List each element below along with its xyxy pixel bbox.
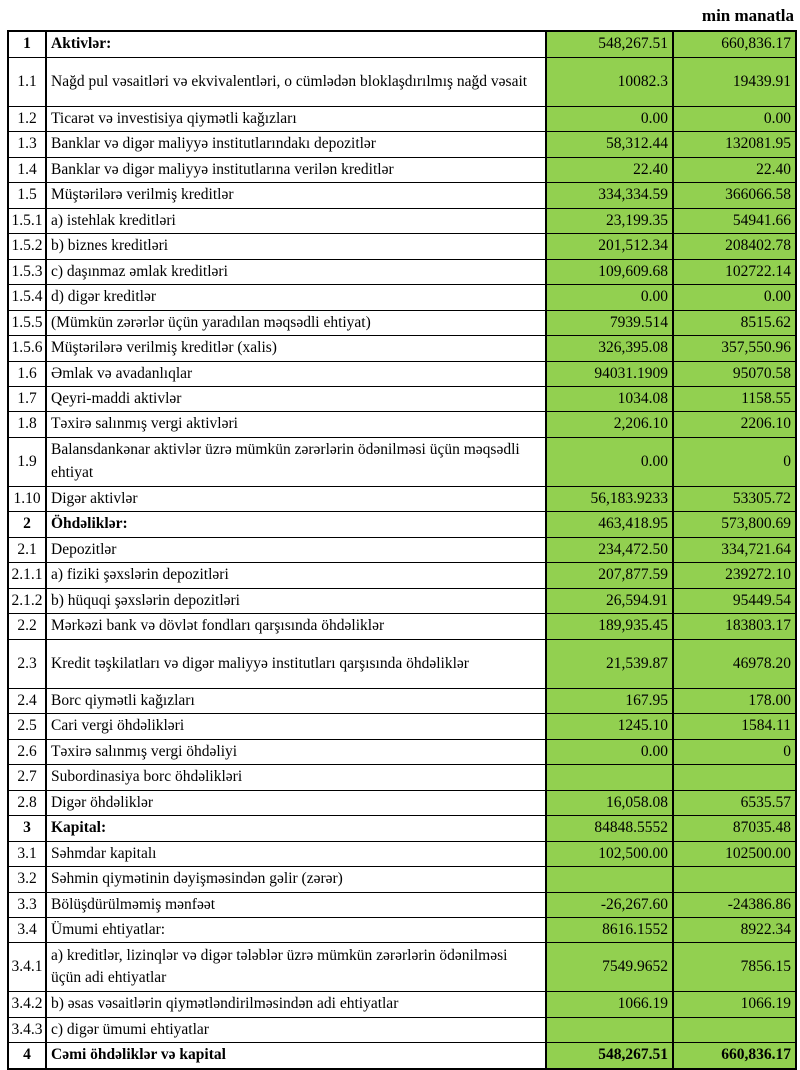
value-cell-1: 102,500.00 (546, 841, 673, 866)
row-label-cell: Borc qiymətli kağızları (46, 688, 546, 713)
table-row (8, 183, 796, 208)
value-cell-1: 0.00 (546, 285, 673, 310)
table-body (8, 31, 796, 1068)
row-number-cell: 2.3 (8, 639, 46, 688)
row-label-cell: Öhdəliklər: (46, 512, 546, 537)
row-number-cell: 1.5.6 (8, 336, 46, 361)
value-cell-1: 201,512.34 (546, 234, 673, 259)
value-cell-1: 326,395.08 (546, 336, 673, 361)
value-cell-2: 0.00 (673, 285, 796, 310)
row-number-cell: 1.5.1 (8, 208, 46, 233)
row-number-cell: 1.10 (8, 486, 46, 511)
value-cell-1: 58,312.44 (546, 132, 673, 157)
value-cell-1: 1034.08 (546, 387, 673, 412)
row-number-cell: 2.6 (8, 739, 46, 764)
row-label-cell: Banklar və digər maliyyə institutlarına verilən kreditlər (46, 157, 546, 182)
row-number-cell: 3 (8, 816, 46, 841)
value-cell-2: 102722.14 (673, 259, 796, 284)
row-label-cell: (Mümkün zərərlər üçün yaradılan məqsədli ehtiyat) (46, 310, 546, 335)
table-row (8, 310, 796, 335)
units-label: min manatla (701, 6, 794, 25)
value-cell-1: 189,935.45 (546, 614, 673, 639)
value-cell-2: 178.00 (673, 688, 796, 713)
value-cell-1: 8616.1552 (546, 917, 673, 942)
row-number-cell: 1.2 (8, 106, 46, 131)
table-row (8, 208, 796, 233)
table-row (8, 285, 796, 310)
table-row (8, 588, 796, 613)
row-label-cell: Təxirə salınmış vergi öhdəliyi (46, 739, 546, 764)
value-cell-2: 95449.54 (673, 588, 796, 613)
value-cell-1: 21,539.87 (546, 639, 673, 688)
table-row (8, 234, 796, 259)
row-label-cell: Kapital: (46, 816, 546, 841)
value-cell-1 (546, 765, 673, 790)
value-cell-1: 1245.10 (546, 714, 673, 739)
row-label-cell: Səhmdar kapitalı (46, 841, 546, 866)
value-cell-1: 109,609.68 (546, 259, 673, 284)
table-row (8, 688, 796, 713)
row-label-cell: Bölüşdürülməmiş mənfəət (46, 892, 546, 917)
value-cell-2: 208402.78 (673, 234, 796, 259)
row-label-cell: Cari vergi öhdəlikləri (46, 714, 546, 739)
value-cell-1: 22.40 (546, 157, 673, 182)
row-number-cell: 2.8 (8, 790, 46, 815)
row-number-cell: 1.5.5 (8, 310, 46, 335)
value-cell-2: 0 (673, 739, 796, 764)
value-cell-1: -26,267.60 (546, 892, 673, 917)
value-cell-1: 0.00 (546, 739, 673, 764)
table-row (8, 765, 796, 790)
row-number-cell: 2.5 (8, 714, 46, 739)
balance-sheet-table (7, 30, 797, 1069)
value-cell-1: 7549.9652 (546, 943, 673, 992)
value-cell-1: 1066.19 (546, 992, 673, 1017)
value-cell-2: 1066.19 (673, 992, 796, 1017)
row-label-cell: Müştərilərə verilmiş kreditlər (xalis) (46, 336, 546, 361)
value-cell-1: 23,199.35 (546, 208, 673, 233)
table-row (8, 639, 796, 688)
value-cell-2: 660,836.17 (673, 31, 796, 57)
row-label-cell: Aktivlər: (46, 31, 546, 57)
row-number-cell: 3.3 (8, 892, 46, 917)
row-number-cell: 2.7 (8, 765, 46, 790)
value-cell-2 (673, 765, 796, 790)
row-number-cell: 2.2 (8, 614, 46, 639)
row-number-cell: 1.5.2 (8, 234, 46, 259)
value-cell-2: 1584.11 (673, 714, 796, 739)
table-row (8, 841, 796, 866)
value-cell-1: 0.00 (546, 106, 673, 131)
value-cell-1: 167.95 (546, 688, 673, 713)
table-row (8, 106, 796, 131)
row-number-cell: 3.4 (8, 917, 46, 942)
row-number-cell: 2 (8, 512, 46, 537)
table-row (8, 512, 796, 537)
table-row (8, 31, 796, 57)
value-cell-2: 102500.00 (673, 841, 796, 866)
value-cell-2: 1158.55 (673, 387, 796, 412)
row-label-cell: Nağd pul vəsaitləri və ekvivalentləri, o cümlədən bloklaşdırılmış nağd vəsait (46, 57, 546, 106)
value-cell-1 (546, 1017, 673, 1042)
value-cell-2: 53305.72 (673, 486, 796, 511)
value-cell-2: 183803.17 (673, 614, 796, 639)
value-cell-1: 94031.1909 (546, 361, 673, 386)
value-cell-2: 357,550.96 (673, 336, 796, 361)
value-cell-1: 0.00 (546, 437, 673, 486)
table-row (8, 537, 796, 562)
value-cell-1: 548,267.51 (546, 31, 673, 57)
value-cell-2: 573,800.69 (673, 512, 796, 537)
row-label-cell: a) istehlak kreditləri (46, 208, 546, 233)
row-number-cell: 1.5 (8, 183, 46, 208)
value-cell-1: 2,206.10 (546, 412, 673, 437)
row-number-cell: 3.4.2 (8, 992, 46, 1017)
value-cell-2: 2206.10 (673, 412, 796, 437)
table-row (8, 259, 796, 284)
table-row (8, 917, 796, 942)
table-row (8, 943, 796, 992)
value-cell-1: 56,183.9233 (546, 486, 673, 511)
row-label-cell: a) kreditlər, lizinqlər və digər tələblər üzrə mümkün zərərlərin ödənilməsi üçün adi ehtiyatlar (46, 943, 546, 992)
row-label-cell: d) digər kreditlər (46, 285, 546, 310)
row-label-cell: a) fiziki şəxslərin depozitləri (46, 563, 546, 588)
row-label-cell: Qeyri-maddi aktivlər (46, 387, 546, 412)
value-cell-2: 87035.48 (673, 816, 796, 841)
row-label-cell: Mərkəzi bank və dövlət fondları qarşısında öhdəliklər (46, 614, 546, 639)
value-cell-2: 22.40 (673, 157, 796, 182)
table-row (8, 336, 796, 361)
value-cell-2 (673, 867, 796, 892)
value-cell-1: 234,472.50 (546, 537, 673, 562)
value-cell-1: 10082.3 (546, 57, 673, 106)
table-row (8, 57, 796, 106)
row-label-cell: Depozitlər (46, 537, 546, 562)
row-label-cell: c) daşınmaz əmlak kreditləri (46, 259, 546, 284)
row-number-cell: 1.7 (8, 387, 46, 412)
value-cell-1: 26,594.91 (546, 588, 673, 613)
value-cell-2 (673, 1017, 796, 1042)
value-cell-1: 16,058.08 (546, 790, 673, 815)
value-cell-2: 95070.58 (673, 361, 796, 386)
row-label-cell: Digər aktivlər (46, 486, 546, 511)
row-number-cell: 1.9 (8, 437, 46, 486)
value-cell-2: 8515.62 (673, 310, 796, 335)
value-cell-1: 84848.5552 (546, 816, 673, 841)
row-label-cell: Əmlak və avadanlıqlar (46, 361, 546, 386)
table-row (8, 992, 796, 1017)
row-number-cell: 2.4 (8, 688, 46, 713)
row-label-cell: Balansdankənar aktivlər üzrə mümkün zərərlərin ödənilməsi üçün məqsədli ehtiyat (46, 437, 546, 486)
row-label-cell: Subordinasiya borc öhdəlikləri (46, 765, 546, 790)
value-cell-2: 19439.91 (673, 57, 796, 106)
table-row (8, 1043, 796, 1069)
table-row (8, 790, 796, 815)
table-row (8, 739, 796, 764)
row-label-cell: b) biznes kreditləri (46, 234, 546, 259)
value-cell-1: 207,877.59 (546, 563, 673, 588)
row-number-cell: 1.4 (8, 157, 46, 182)
row-label-cell: b) əsas vəsaitlərin qiymətləndirilməsindən adi ehtiyatlar (46, 992, 546, 1017)
row-label-cell: b) hüquqi şəxslərin depozitləri (46, 588, 546, 613)
table-row (8, 412, 796, 437)
row-label-cell: Səhmin qiymətinin dəyişməsindən gəlir (zərər) (46, 867, 546, 892)
value-cell-1: 463,418.95 (546, 512, 673, 537)
row-number-cell: 1.6 (8, 361, 46, 386)
table-row (8, 892, 796, 917)
value-cell-2: 239272.10 (673, 563, 796, 588)
value-cell-2: 6535.57 (673, 790, 796, 815)
table-row (8, 132, 796, 157)
table-row (8, 714, 796, 739)
table-row (8, 361, 796, 386)
table-row (8, 486, 796, 511)
row-number-cell: 1.8 (8, 412, 46, 437)
row-label-cell: Banklar və digər maliyyə institutlarındakı depozitlər (46, 132, 546, 157)
row-label-cell: Cəmi öhdəliklər və kapital (46, 1043, 546, 1069)
value-cell-2: 54941.66 (673, 208, 796, 233)
row-number-cell: 2.1 (8, 537, 46, 562)
row-number-cell: 4 (8, 1043, 46, 1069)
table-row (8, 437, 796, 486)
table-row (8, 867, 796, 892)
row-number-cell: 3.1 (8, 841, 46, 866)
row-label-cell: Təxirə salınmış vergi aktivləri (46, 412, 546, 437)
row-label-cell: Kredit təşkilatları və digər maliyyə institutları qarşısında öhdəliklər (46, 639, 546, 688)
table-row (8, 816, 796, 841)
row-number-cell: 2.1.1 (8, 563, 46, 588)
table-row (8, 614, 796, 639)
value-cell-2: 366066.58 (673, 183, 796, 208)
row-label-cell: Ticarət və investisiya qiymətli kağızları (46, 106, 546, 131)
row-number-cell: 3.4.1 (8, 943, 46, 992)
row-number-cell: 3.2 (8, 867, 46, 892)
value-cell-2: -24386.86 (673, 892, 796, 917)
table-row (8, 563, 796, 588)
value-cell-1: 334,334.59 (546, 183, 673, 208)
value-cell-2: 46978.20 (673, 639, 796, 688)
table-row (8, 157, 796, 182)
row-number-cell: 1.5.4 (8, 285, 46, 310)
value-cell-2: 7856.15 (673, 943, 796, 992)
row-number-cell: 1.3 (8, 132, 46, 157)
value-cell-2: 660,836.17 (673, 1043, 796, 1069)
row-number-cell: 2.1.2 (8, 588, 46, 613)
value-cell-1 (546, 867, 673, 892)
row-label-cell: Digər öhdəliklər (46, 790, 546, 815)
value-cell-2: 132081.95 (673, 132, 796, 157)
table-row (8, 1017, 796, 1042)
row-number-cell: 1.5.3 (8, 259, 46, 284)
value-cell-2: 0 (673, 437, 796, 486)
value-cell-2: 0.00 (673, 106, 796, 131)
value-cell-1: 7939.514 (546, 310, 673, 335)
row-number-cell: 3.4.3 (8, 1017, 46, 1042)
row-label-cell: Müştərilərə verilmiş kreditlər (46, 183, 546, 208)
value-cell-2: 334,721.64 (673, 537, 796, 562)
table-row (8, 387, 796, 412)
row-label-cell: c) digər ümumi ehtiyatlar (46, 1017, 546, 1042)
value-cell-1: 548,267.51 (546, 1043, 673, 1069)
row-number-cell: 1 (8, 31, 46, 57)
row-number-cell: 1.1 (8, 57, 46, 106)
row-label-cell: Ümumi ehtiyatlar: (46, 917, 546, 942)
value-cell-2: 8922.34 (673, 917, 796, 942)
